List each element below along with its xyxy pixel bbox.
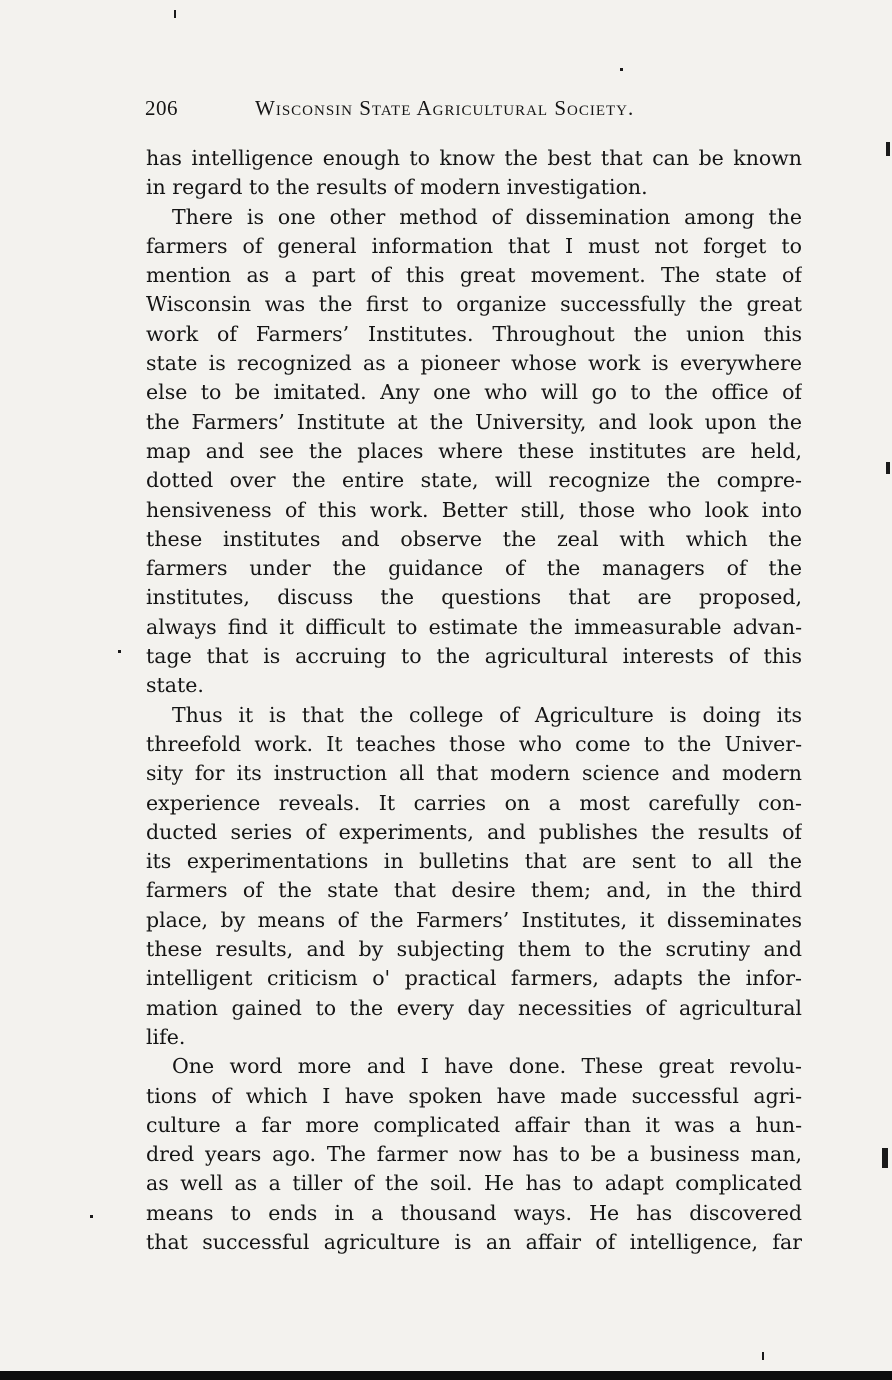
body-text: [146, 144, 802, 1257]
running-title: Wisconsin State Agricultural Society.: [255, 96, 635, 120]
text-line: Wisconsin was the first to organize successfully the great: [146, 292, 802, 317]
text-line: work of Farmers’ Institutes. Throughout the union this: [146, 321, 802, 346]
text-line: experience reveals. It carries on a most carefully con-: [146, 790, 802, 815]
scan-speck: [762, 1352, 764, 1360]
text-line: institutes, discuss the questions that are proposed,: [146, 585, 802, 610]
text-line: map and see the places where these institutes are held,: [146, 438, 802, 463]
page-number: 206: [145, 96, 178, 120]
text-line: state.: [146, 673, 204, 698]
text-line: the Farmers’ Institute at the University, and look upon the: [146, 409, 802, 434]
text-line: mation gained to the every day necessities of agricultural: [146, 995, 802, 1020]
text-line: life.: [146, 1024, 186, 1049]
text-line: ducted series of experiments, and publishes the results of: [146, 819, 802, 844]
scan-speck: [90, 1215, 93, 1218]
text-line: hensiveness of this work. Better still, those who look into: [146, 497, 802, 522]
text-line: these results, and by subjecting them to the scrutiny and: [146, 937, 802, 962]
text-line: farmers of general information that I must not forget to: [146, 233, 802, 258]
scan-speck: [620, 68, 623, 71]
text-line: One word more and I have done. These great revolu-: [172, 1054, 802, 1079]
text-line: Thus it is that the college of Agriculture is doing its: [172, 702, 802, 727]
text-line: as well as a tiller of the soil. He has to adapt complicated: [146, 1171, 802, 1196]
text-line: There is one other method of dissemination among the: [172, 204, 802, 229]
text-line: its experimentations in bulletins that are sent to all the: [146, 849, 802, 874]
text-line: place, by means of the Farmers’ Institutes, it disseminates: [146, 907, 802, 932]
text-line: farmers under the guidance of the managers of the: [146, 556, 802, 581]
text-line: threefold work. It teaches those who come to the Univer-: [146, 731, 802, 756]
text-line: means to ends in a thousand ways. He has discovered: [146, 1200, 802, 1225]
text-line: intelligent criticism o' practical farmers, adapts the infor-: [146, 966, 802, 991]
text-line: has intelligence enough to know the best that can be known: [146, 146, 802, 170]
text-line: that successful agriculture is an affair of intelligence, far: [146, 1229, 802, 1254]
scan-edge: [0, 1371, 892, 1380]
scan-speck: [882, 1148, 888, 1168]
text-line: dotted over the entire state, will recognize the compre-: [146, 468, 802, 493]
text-line: tage that is accruing to the agricultural interests of this: [146, 644, 802, 669]
text-line: dred years ago. The farmer now has to be a business man,: [146, 1142, 802, 1167]
text-line: tions of which I have spoken have made successful agri-: [146, 1083, 802, 1108]
text-line: else to be imitated. Any one who will go to the office of: [146, 380, 802, 405]
text-line: always find it difficult to estimate the immeasurable advan-: [146, 614, 802, 639]
page-header: [145, 96, 805, 126]
text-line: these institutes and observe the zeal with which the: [146, 526, 802, 551]
text-line: state is recognized as a pioneer whose work is everywhere: [146, 351, 802, 376]
text-line: in regard to the results of modern investigation.: [146, 175, 648, 200]
text-line: mention as a part of this great movement. The state of: [146, 263, 802, 288]
scan-speck: [886, 462, 890, 474]
text-line: farmers of the state that desire them; and, in the third: [146, 878, 802, 903]
scan-speck: [118, 650, 121, 653]
text-line: sity for its instruction all that modern science and modern: [146, 761, 802, 786]
text-line: culture a far more complicated affair than it was a hun-: [146, 1112, 802, 1137]
scan-speck: [886, 142, 890, 156]
scan-speck: [174, 10, 176, 18]
